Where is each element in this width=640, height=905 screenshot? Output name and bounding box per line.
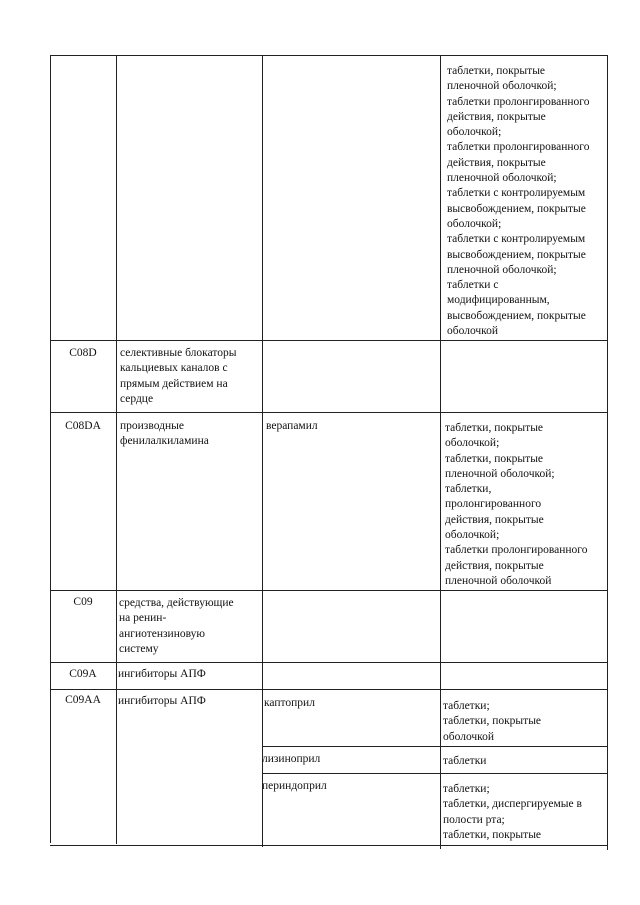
table-cell-group: ингибиторы АПФ xyxy=(118,668,206,680)
table-cell-code: C08D xyxy=(69,347,97,359)
table-border-right xyxy=(607,55,608,850)
row-divider xyxy=(50,340,608,341)
table-cell-group: средства, действующие на ренин- ангиотензиновую систему xyxy=(119,597,234,655)
table-cell-drug: каптоприл xyxy=(264,697,315,709)
row-divider xyxy=(50,662,608,663)
table-border-top xyxy=(50,55,608,56)
table-cell-code: C09A xyxy=(69,668,97,680)
table-cell-forms: таблетки, покрытые оболочкой; таблетки, покрытые пленочной оболочкой; таблетки, пролонгированного действия, покрытые оболочкой; таблетки пролонгированного действия, покрытые пленочной оболочкой xyxy=(445,422,588,587)
table-border-left xyxy=(50,55,51,843)
row-divider xyxy=(50,590,608,591)
table-cell-forms: таблетки, покрытые пленочной оболочкой; таблетки пролонгированного действия, покрытые оболочкой; таблетки пролонгированного действия, покрытые пленочной оболочкой; таблетки с контролируемым высвобождением, покрытые оболочкой; таблетки с контролируемым высвобождением, покрытые пленочной оболочкой; таблетки с модифицированным, высвобождением, покрытые оболочкой xyxy=(447,65,590,338)
table-cell-forms: таблетки xyxy=(443,755,487,767)
table-cell-forms: таблетки; таблетки, диспергируемые в полости рта; таблетки, покрытые xyxy=(443,783,582,841)
table-cell-code: C09 xyxy=(73,596,93,608)
table-cell-group: производные фенилалкиламина xyxy=(120,420,209,448)
table-cell-code: C09AA xyxy=(65,694,101,706)
subrow-divider xyxy=(262,773,608,774)
row-divider xyxy=(50,689,608,690)
subrow-divider xyxy=(262,746,608,747)
table-border-bottom xyxy=(50,845,608,846)
table-cell-group: селективные блокаторы кальциевых каналов с прямым действием на сердце xyxy=(120,347,237,405)
table-cell-drug: лизиноприл xyxy=(262,753,321,765)
table-cell-group: ингибиторы АПФ xyxy=(118,695,206,707)
row-divider xyxy=(50,412,608,413)
table-cell-forms: таблетки; таблетки, покрытые оболочкой xyxy=(443,700,542,743)
table-cell-drug: периндоприл xyxy=(262,780,327,792)
column-divider-code xyxy=(116,55,117,844)
column-divider-group xyxy=(262,55,263,847)
table-cell-code: C08DA xyxy=(65,420,101,432)
column-divider-drug xyxy=(440,55,441,849)
table-cell-drug: верапамил xyxy=(266,420,318,432)
